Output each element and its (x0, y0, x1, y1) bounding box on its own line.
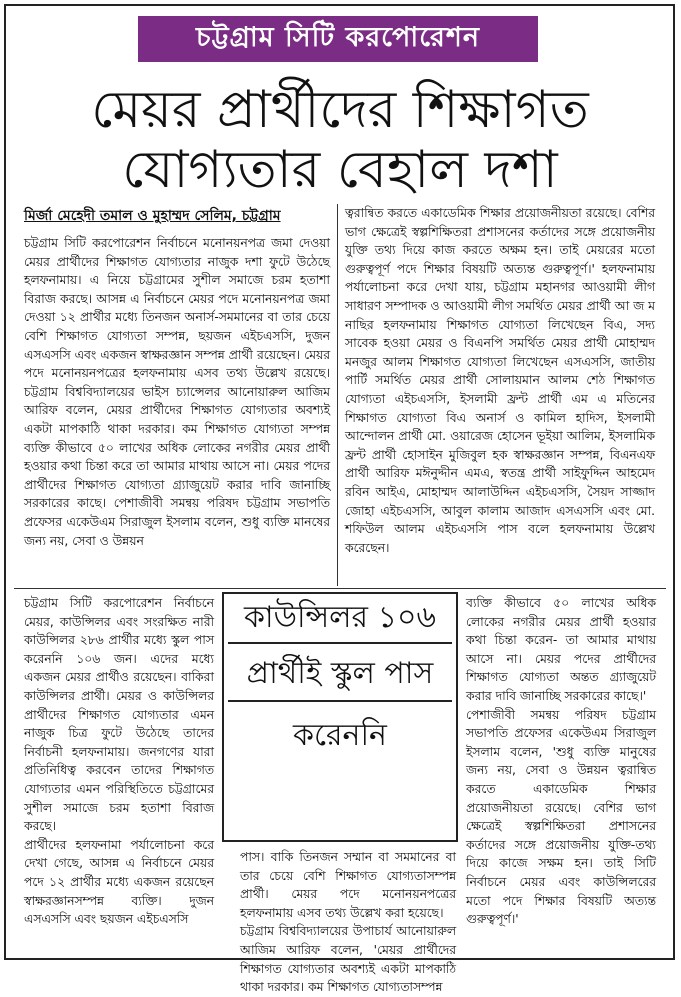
article-2-middle-paragraph-2: চট্টগ্রাম বিশ্ববিদ্যালয়ের উপাচার্য আনোয়ারুল আজিম আরিফ বলেন, 'মেয়র প্রার্থীদের শিক্ষাগত যোগ্যতার অবশ্যই একটা মাপকাঠি থাকা দরকার। কম শিক্ষাগত যোগ্যতাসম্পন্ন (240, 924, 456, 995)
article-2-middle-column (240, 848, 456, 995)
section-divider (14, 588, 666, 589)
article-2-right-column (466, 594, 656, 952)
article-2-left-column (24, 594, 214, 952)
subhead-line-3: করেননি (293, 718, 387, 753)
article-2-right-paragraph-1: ব্যক্তি কীভাবে ৫০ লাখের অধিক লোকের নগরীর মেয়র প্রার্থী হওয়ার কথা চিন্তা করেন- তা আমার মাথায় আসে না। মেয়র পদের প্রার্থীদের শিক্ষাগত যোগ্যতা অন্তত গ্র্যাজুয়েট করার দাবি জানাচ্ছি সরকারের কাছে।' (466, 596, 656, 703)
subhead-rule-1 (228, 642, 452, 644)
subhead-line-2: প্রার্থীই স্কুল পাস (246, 656, 434, 691)
subhead-rule-2 (228, 700, 452, 702)
section-banner: চট্টগ্রাম সিটি করপোরেশন (138, 16, 538, 62)
article-1-left-text: চট্টগ্রাম সিটি করপোরেশন নির্বাচনে মনোনয়নপত্র জমা দেওয়া মেয়র প্রার্থীদের শিক্ষাগত যোগ্যতার নাজুক দশা ফুটে উঠেছে হলফনামায়। এ নিয়ে চট্টগ্রামের সুশীল সমাজে চরম হতাশা বিরাজ করছে। আসন্ন এ নির্বাচনে মেয়র পদে মনোনয়নপত্র জমা দেওয়া ১২ প্রার্থীর মধ্যে তিনজন অনার্স-সমমানের বা তার চেয়ে বেশি শিক্ষাগত যোগ্যতা সম্পন্ন, ছয়জন এইচএসসি, দুজন এসএসসি এবং একজন স্বাক্ষরজ্ঞান সম্পন্ন প্রার্থী রয়েছেন। মেয়র পদে মনোনয়নপত্রের হলফনামায় এসব তথ্য উল্লেখ রয়েছে। চট্টগ্রাম বিশ্ববিদ্যালয়ের ভাইস চ্যান্সেলর আনোয়ারুল আজিম আরিফ বলেন, মেয়র প্রার্থীদের শিক্ষাগত যোগ্যতার অবশ্যই একটা মাপকাঠি থাকা দরকার। কম শিক্ষাগত যোগ্যতা সম্পন্ন ব্যক্তি কীভাবে ৫০ লাখের অধিক লোকের নগরীর মেয়র প্রার্থী হওয়ার কথা চিন্তা করে তা আমার মাথায় আসে না। মেয়র পদের প্রার্থীদের শিক্ষাগত যোগ্যতা গ্র্যাজুয়েট করার দাবি জানাচ্ছি সরকারের কাছে। পেশাজীবী সমন্বয় পরিষদ চট্টগ্রাম সভাপতি প্রফেসর একেউএম সিরাজুল ইসলাম বলেন, শুধু ব্যক্তি মানষের জন্য নয়, সেবা ও উন্নয়ন (24, 236, 330, 548)
column-divider (337, 204, 338, 586)
headline-line-1: মেয়র প্রার্থীদের শিক্ষাগত (91, 80, 589, 140)
article-2-right-paragraph-2: পেশাজীবী সমন্বয় পরিষদ চট্টগ্রাম সভাপতি প্রফেসর একেউএম সিরাজুল ইসলাম বলেন, 'শুধু ব্যক্তি মানুষের জন্য নয়, সেবা ও উন্নয়ন ত্বরান্বিত করতে একাডেমিক শিক্ষার প্রয়োজনীয়তা রয়েছে। বেশির ভাগ ক্ষেত্রেই স্বল্পশিক্ষিতরা প্রশাসনের কর্তাদের সঙ্গে প্রয়োজনীয় যুক্তি-তথ্য দিয়ে কাজে সক্ষম হন। তাই সিটি নির্বাচনে মেয়র এবং কাউন্সিলরের মতো পদে শিক্ষার বিষয়টি অত্যন্ত গুরুত্বপূর্ণ।' (466, 707, 656, 927)
article-1-right-text: ত্বরান্বিত করতে একাডেমিক শিক্ষার প্রয়োজনীয়তা রয়েছে। বেশির ভাগ ক্ষেত্রেই স্বল্পশিক্ষিতরা প্রশাসনের কর্তাদের সঙ্গে প্রয়োজনীয় যুক্তি তথ্য দিয়ে কাজ করতে অক্ষম হন। তাই মেয়রের মতো গুরুত্বপূর্ণ পদে শিক্ষার বিষয়টি অত্যন্ত গুরুত্বপূর্ণ।' হলফনামায় পর্যালোচনা করে দেখা যায়, চট্টগ্রাম মহানগর আওয়ামী লীগ সাধারণ সম্পাদক ও আওয়ামী লীগ সমর্থিত মেয়র প্রার্থী আ জ ম নাছির হলফনামায় শিক্ষাগত যোগ্যতা লিখেছেন বিএ, সদ্য সাবেক হওয়া মেয়র ও বিএনপি সমর্থিত মেয়র প্রার্থী মোহাম্মদ মনজুর আলম শিক্ষাগত যোগ্যতা লিখেছেন এসএসসি, জাতীয় পার্টি সমর্থিত মেয়র প্রার্থী সোলায়মান আলম শেঠ শিক্ষাগত যোগ্যতা এইচএসসি, ইসলামী ফ্রন্ট প্রার্থী এম এ মতিনের শিক্ষাগত যোগ্যতা বিএ অনার্স ও কামিল হাদিস, ইসলামী আন্দোলন প্রার্থী মো. ওয়ারেজ হোসেন ভূইয়া আলিম, ইসলামিক ফ্রন্ট প্রার্থী হোসাইন মুজিবুল হক স্বাক্ষরজ্ঞান সম্পন্ন, বিএনএফ প্রার্থী আরিফ মঈনুদ্দীন এমএ, স্বতন্ত্র প্রার্থী সাইফুদ্দিন আহমেদ রবিন আইএ, মোহাম্মদ আলাউদ্দিন এইচএসসি, সৈয়দ সাজ্জাদ জোহা এইচএসসি, আবুল কালাম আজাদ এসএসসি এবং মো. শফিউল আলম এইচএসসি পাস বলে হলফনামায় উল্লেখ করেছেন। (345, 206, 655, 555)
article-1-right-column (345, 204, 655, 586)
subhead-line-1: কাউন্সিলর ১০৬ (243, 600, 437, 635)
article-2-left-paragraph-1: চট্টগ্রাম সিটি করপোরেশন নির্বাচনে মেয়র, কাউন্সিলর এবং সংরক্ষিত নারী কাউন্সিলর ২৮৬ প্রার্থীর মধ্যে স্কুল পাস করেননি ১০৬ জন। এদের মধ্যে একজন মেয়র প্রার্থীও রয়েছেন। বাকিরা কাউন্সিলর প্রার্থী। মেয়র ও কাউন্সিলর প্রার্থীদের শিক্ষাগত যোগ্যতার এমন নাজুক চিত্র ফুটে উঠেছে তাদের নির্বাচনী হলফনামায়। জনগণের যারা প্রতিনিধিত্ব করবেন তাদের শিক্ষাগত যোগ্যতার এমন পরিস্থিতিতে চট্টগ্রামের সুশীল সমাজে চরম হতাশা বিরাজ করছে। (24, 596, 214, 834)
article-2-middle-paragraph-1: পাস। বাকি তিনজন সম্মান বা সমমানের বা তার চেয়ে বেশি শিক্ষাগত যোগ্যতাসম্পন্ন প্রার্থী। মেয়র পদে মনোনয়নপত্রের হলফনামায় এসব তথ্য উল্লেখ করা হয়েছে। (240, 850, 456, 920)
headline-line-2: যোগ্যতার বেহাল দশা (122, 140, 558, 200)
article-2-left-paragraph-2: প্রার্থীদের হলফনামা পর্যালোচনা করে দেখা গেছে, আসন্ন এ নির্বাচনে মেয়র পদে ১২ প্রার্থীর মধ্যে একজন রয়েছেন স্বাক্ষরজ্ঞানসম্পন্ন ব্যক্তি। দুজন এসএসসি এবং ছয়জন এইচএসসি (24, 837, 214, 927)
byline: মির্জা মেহেদী তমাল ও মুহাম্মদ সেলিম, চট্টগ্রাম (24, 208, 281, 224)
article-1-left-column (24, 234, 330, 586)
